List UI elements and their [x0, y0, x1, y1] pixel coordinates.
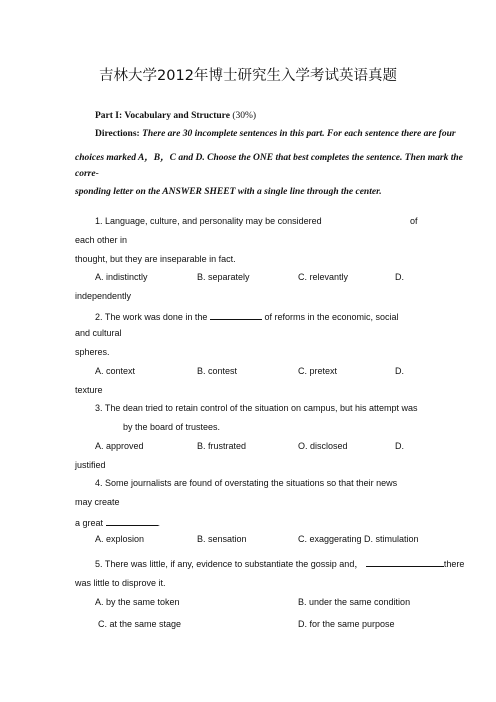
- question-5-line-1: [95, 557, 464, 570]
- question-2-option-d: D.: [395, 366, 404, 376]
- directions-line-1: [95, 129, 456, 139]
- part-heading-text: Part I: Vocabulary and Structure: [95, 111, 230, 121]
- question-5-option-c: C. at the same stage: [98, 619, 182, 629]
- question-4-option-b: B. sensation: [197, 534, 247, 544]
- directions-text-1: There are 30 incomplete sentences in this part. For each sentence there are four: [139, 129, 456, 139]
- question-2-text-line3: spheres.: [75, 347, 110, 357]
- question-3-option-b: B. frustrated: [197, 441, 247, 451]
- question-3-option-c: O. disclosed: [298, 441, 348, 451]
- question-2-text-after: of reforms in the economic, social: [264, 312, 399, 322]
- question-1-option-b: B. separately: [197, 272, 250, 282]
- question-3-option-d-text: justified: [75, 460, 106, 470]
- question-3-text: 3. The dean tried to retain control of the situation on campus, but his attempt was: [95, 403, 418, 413]
- question-1-text-cont: each other in: [75, 235, 128, 245]
- question-1-text-line3: thought, but they are inseparable in fact.: [75, 254, 236, 264]
- question-4-period: .: [157, 518, 161, 528]
- directions-label: Directions:: [95, 129, 140, 139]
- question-4-text-line3: a great: [75, 518, 104, 528]
- question-2-line-1: [95, 310, 399, 322]
- question-1-text: 1. Language, culture, and personality may be considered: [95, 216, 322, 226]
- question-5-option-d: D. for the same purpose: [298, 619, 395, 629]
- question-4-line-3: [75, 516, 160, 528]
- question-5-text-cont: was little to disprove it.: [75, 578, 166, 588]
- question-1-text-end: of: [410, 216, 418, 226]
- document-title: 吉林大学2012年博士研究生入学考试英语真题: [99, 68, 397, 84]
- part-score: (30%): [229, 111, 257, 121]
- question-4-option-a: A. explosion: [95, 534, 145, 544]
- question-5-text: 5. There was little, if any, evidence to substantiate the gossip and，: [95, 559, 364, 569]
- question-5-text-after: there: [443, 559, 465, 569]
- question-3-text-cont: by the board of trustees.: [123, 422, 221, 432]
- answer-blank: [366, 557, 444, 567]
- question-3-option-d: D.: [395, 441, 404, 451]
- directions-line-4: sponding letter on the ANSWER SHEET with a single line through the center.: [75, 187, 382, 197]
- question-3-option-a: A. approved: [95, 441, 144, 451]
- question-5-option-a: A. by the same token: [95, 597, 180, 607]
- question-1-option-d: D.: [395, 272, 404, 282]
- question-4-option-c: C. exaggerating D. stimulation: [298, 534, 419, 544]
- answer-blank: [210, 310, 262, 320]
- question-2-option-a: A. context: [95, 366, 136, 376]
- question-2-option-c: C. pretext: [298, 366, 338, 376]
- question-2-text-cont: and cultural: [75, 328, 122, 338]
- question-4-text: 4. Some journalists are found of overstating the situations so that their news: [95, 478, 398, 488]
- part-heading: [95, 111, 256, 121]
- directions-line-2: choices marked A，B，C and D. Choose the ONE that best completes the sentence. Then mark the: [75, 153, 463, 163]
- question-1-option-a: A. indistinctly: [95, 272, 148, 282]
- question-1-option-d-text: independently: [75, 291, 132, 301]
- directions-line-3: corre-: [75, 169, 99, 179]
- question-2-text: 2. The work was done in the: [95, 312, 208, 322]
- question-1-option-c: C. relevantly: [298, 272, 349, 282]
- question-2-option-b: B. contest: [197, 366, 238, 376]
- question-2-option-d-text: texture: [75, 385, 103, 395]
- answer-blank: [106, 516, 158, 526]
- question-5-option-b: B. under the same condition: [298, 597, 411, 607]
- question-4-text-cont: may create: [75, 497, 120, 507]
